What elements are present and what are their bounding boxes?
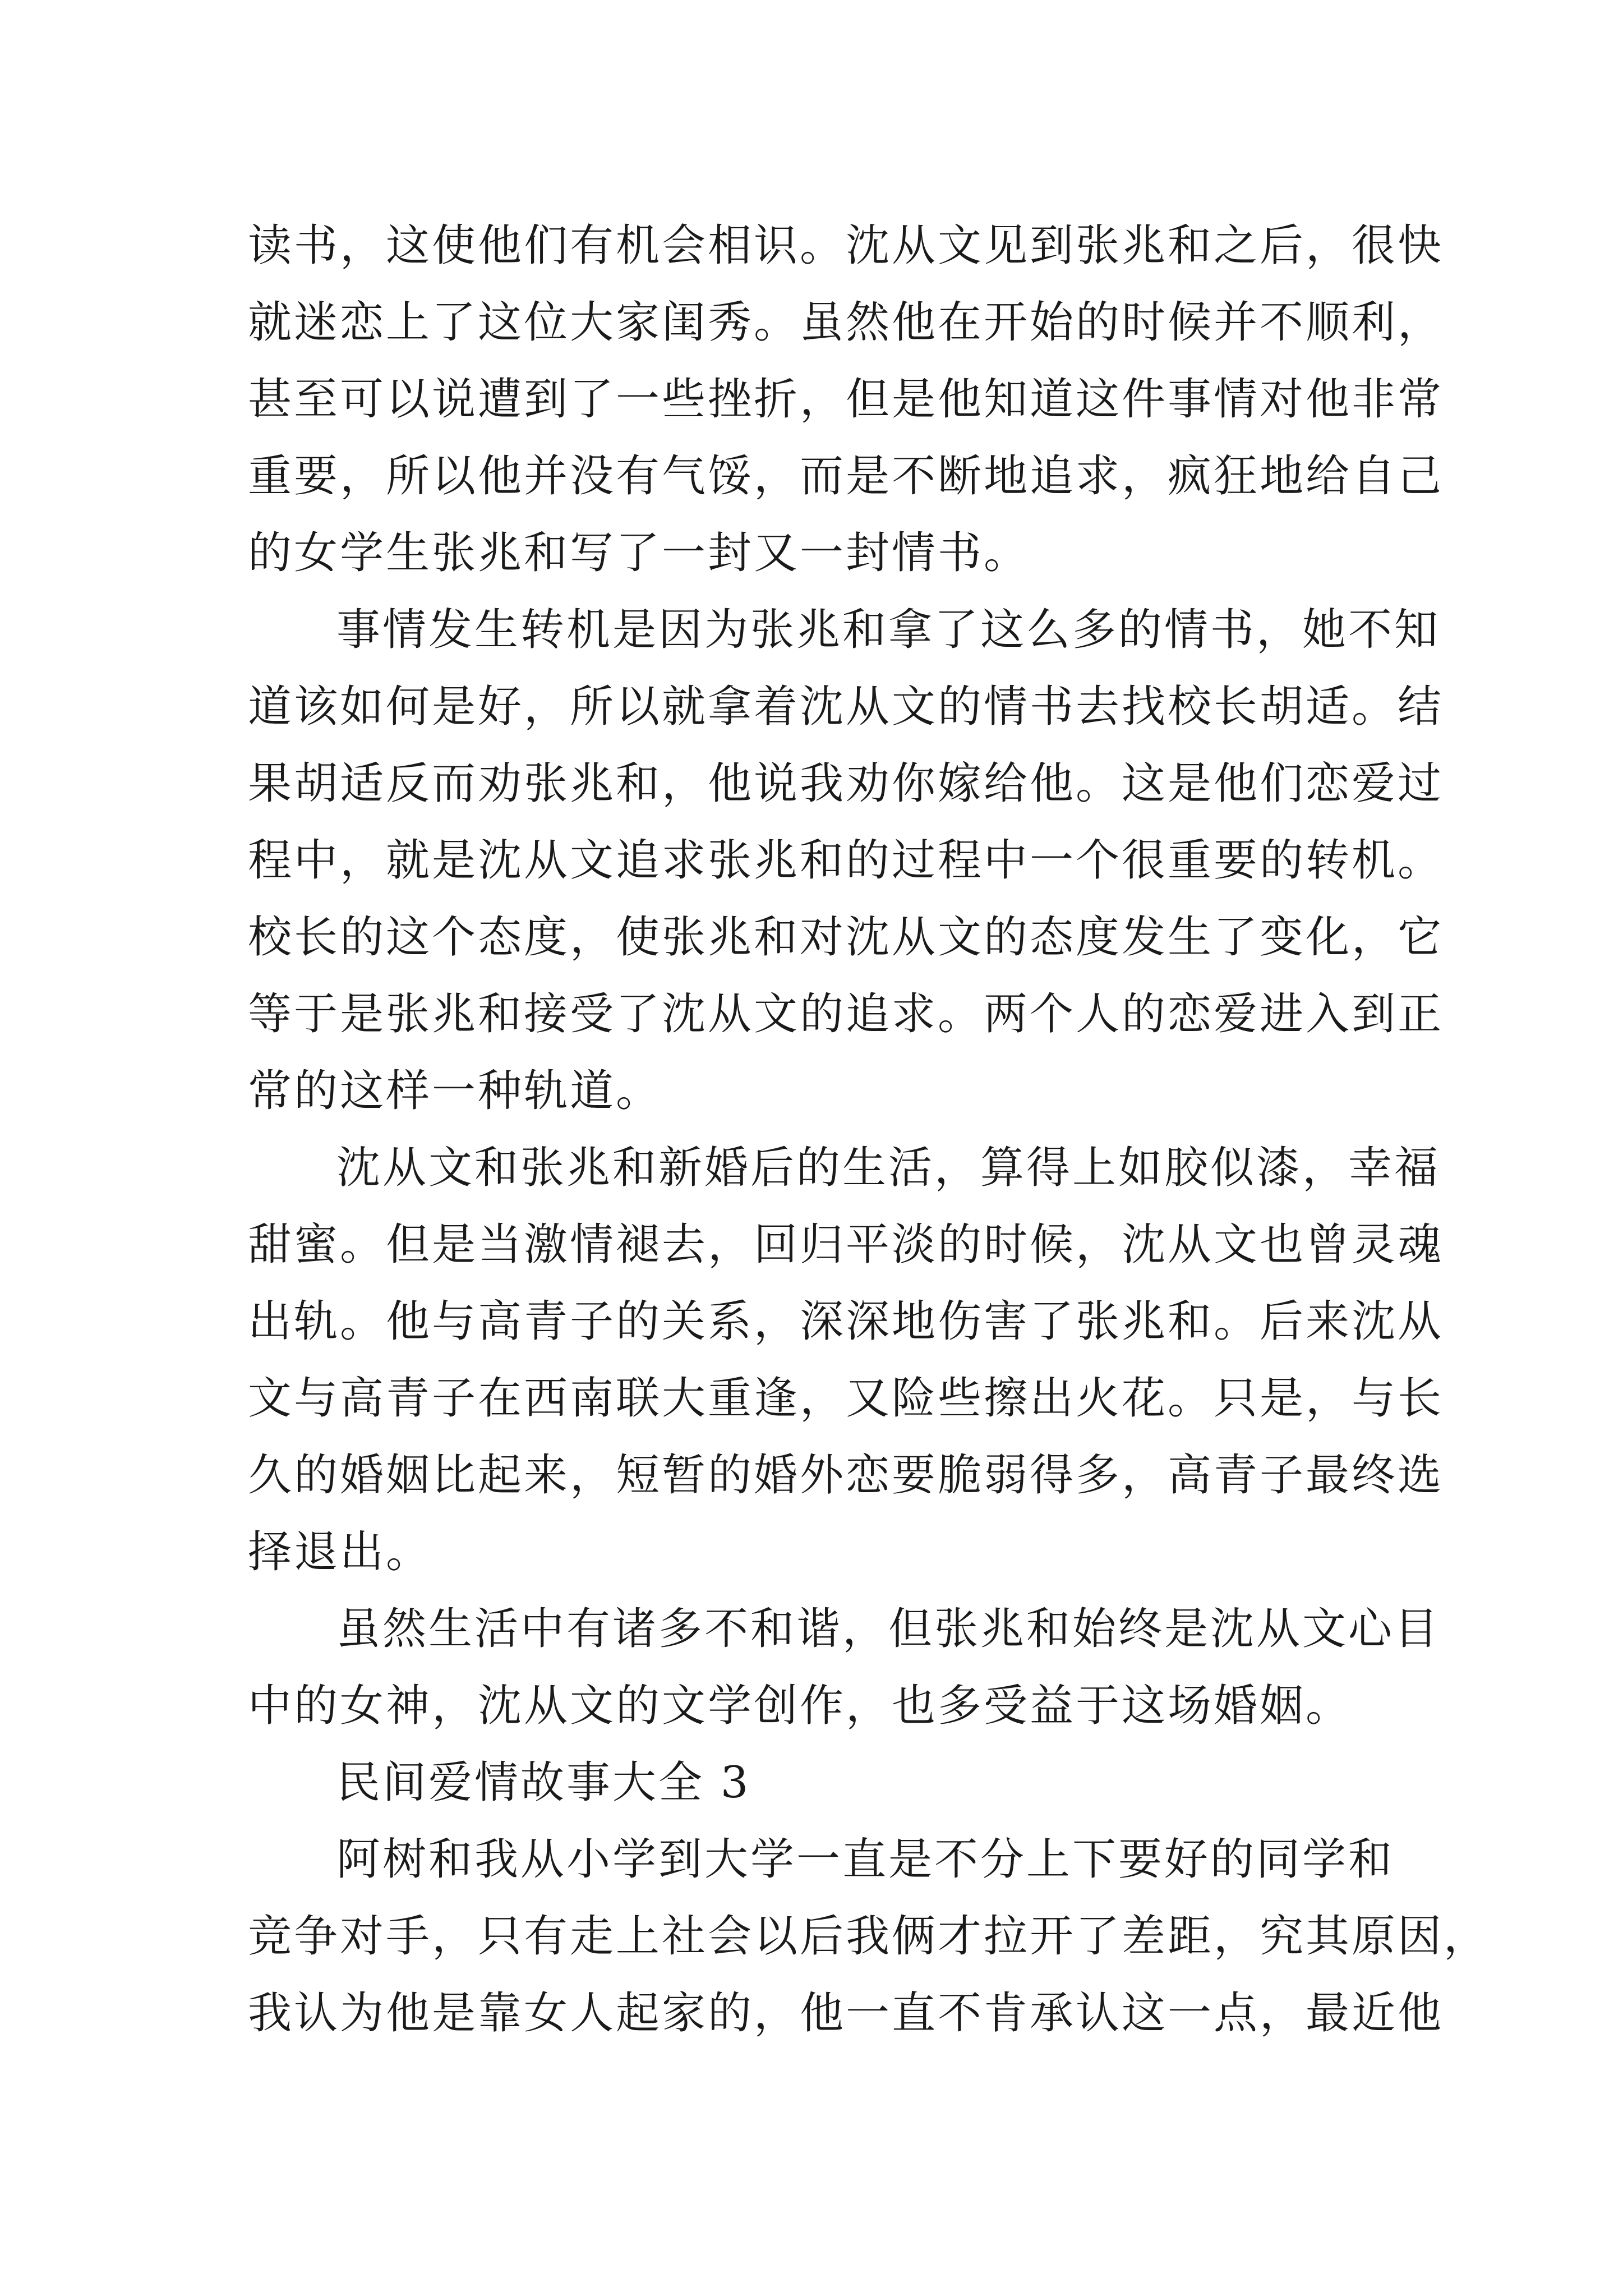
text-line: 等于是张兆和接受了沈从文的追求。两个人的恋爱进入到正 xyxy=(248,989,1444,1039)
paragraph xyxy=(248,592,1444,1130)
text-line: 甜蜜。但是当激情褪去，回归平淡的时候，沈从文也曾灵魂 xyxy=(248,1220,1444,1270)
text-line: 重要，所以他并没有气馁，而是不断地追求，疯狂地给自己 xyxy=(248,451,1444,501)
text-line: 道该如何是好，所以就拿着沈从文的情书去找校长胡适。结 xyxy=(248,682,1444,732)
section-heading xyxy=(248,1745,1381,1821)
text-line: 程中，就是沈从文追求张兆和的过程中一个很重要的转机。 xyxy=(248,835,1444,886)
text-line: 虽然生活中有诸多不和谐，但张兆和始终是沈从文心目 xyxy=(336,1604,1441,1654)
text-line: 竞争对手，只有走上社会以后我俩才拉开了差距，究其原因， xyxy=(248,1911,1490,1962)
text-line: 沈从文和张兆和新婚后的生活，算得上如胶似漆，幸福 xyxy=(336,1143,1441,1193)
paragraph xyxy=(248,1130,1444,1591)
text-line: 就迷恋上了这位大家闺秀。虽然他在开始的时候并不顺利， xyxy=(248,297,1444,348)
text-line: 中的女神，沈从文的文学创作，也多受益于这场婚姻。 xyxy=(248,1681,1352,1731)
text-line: 文与高青子在西南联大重逢，又险些擦出火花。只是，与长 xyxy=(248,1373,1444,1424)
text-line: 的女学生张兆和写了一封又一封情书。 xyxy=(248,528,1030,578)
text-line: 果胡适反而劝张兆和，他说我劝你嫁给他。这是他们恋爱过 xyxy=(248,758,1444,809)
document-page xyxy=(248,208,1490,2052)
paragraph xyxy=(248,1591,1441,1745)
text-line: 久的婚姻比起来，短暂的婚外恋要脆弱得多，高青子最终选 xyxy=(248,1450,1444,1501)
paragraph xyxy=(248,1821,1490,2052)
text-line: 常的这样一种轨道。 xyxy=(248,1066,662,1116)
text-line: 择退出。 xyxy=(248,1527,432,1577)
text-line: 阿树和我从小学到大学一直是不分上下要好的同学和 xyxy=(336,1834,1395,1885)
text-line: 事情发生转机是因为张兆和拿了这么多的情书，她不知 xyxy=(336,605,1441,655)
text-line: 我认为他是靠女人起家的，他一直不肯承认这一点，最近他 xyxy=(248,1988,1444,2039)
text-line: 出轨。他与高青子的关系，深深地伤害了张兆和。后来沈从 xyxy=(248,1296,1444,1347)
text-line: 读书，这使他们有机会相识。沈从文见到张兆和之后，很快 xyxy=(248,220,1444,271)
text-line: 民间爱情故事大全 3 xyxy=(336,1757,751,1808)
text-line: 校长的这个态度，使张兆和对沈从文的态度发生了变化，它 xyxy=(248,912,1444,963)
paragraph xyxy=(248,208,1444,592)
text-line: 甚至可以说遭到了一些挫折，但是他知道这件事情对他非常 xyxy=(248,374,1444,425)
